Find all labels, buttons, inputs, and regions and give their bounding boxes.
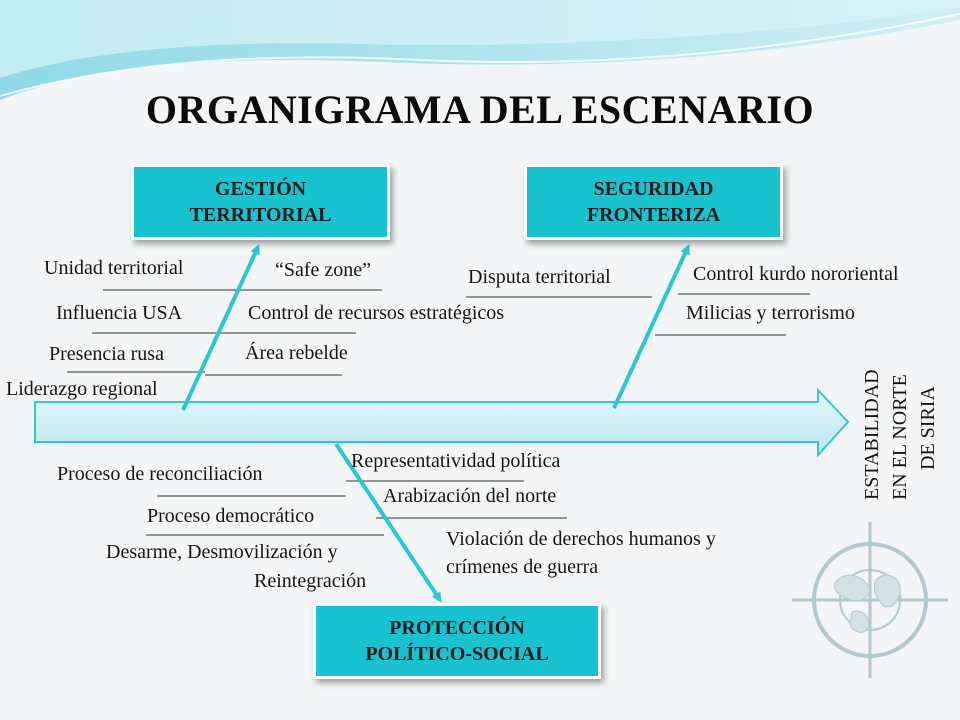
factor-desarme-line2: Reintegración [254, 570, 367, 592]
factor-control-kurdo: Control kurdo nororiental [693, 263, 899, 285]
factor-representatividad: Representatividad política [351, 450, 561, 472]
page-title: ORGANIGRAMA DEL ESCENARIO [145, 87, 815, 132]
factor-proceso-democratico: Proceso democrático [147, 505, 315, 527]
factor-unidad-territorial: Unidad territorial [44, 257, 184, 279]
factor-influencia-usa: Influencia USA [56, 302, 183, 324]
factor-presencia-rusa: Presencia rusa [49, 343, 164, 365]
compass-logo [792, 522, 948, 678]
category-box-proteccion-politico-social [313, 603, 601, 679]
category-box-seguridad-fronteriza [524, 164, 783, 240]
outcome-line2: EN EL NORTE [889, 374, 911, 500]
factor-safe-zone: “Safe zone” [275, 259, 372, 281]
factor-arabizacion: Arabización del norte [383, 485, 557, 507]
factor-desarme-line1: Desarme, Desmovilización y [106, 541, 338, 563]
factor-control-recursos: Control de recursos estratégicos [248, 302, 505, 324]
category-label-line2: TERRITORIAL [189, 204, 332, 226]
bone-arrow-gestion [183, 247, 258, 410]
factor-violacion-line2: crímenes de guerra [446, 556, 599, 578]
outcome-line3: DE SIRIA [917, 386, 939, 470]
factor-liderazgo-regional: Liderazgo regional [6, 378, 158, 400]
category-label-line1: PROTECCIÓN [389, 617, 525, 639]
category-label-line2: FRONTERIZA [586, 204, 721, 226]
factor-disputa-territorial: Disputa territorial [468, 266, 611, 288]
category-label-line1: GESTIÓN [214, 178, 307, 200]
category-label-line2: POLÍTICO-SOCIAL [365, 643, 549, 665]
factor-milicias-terrorismo: Milicias y terrorismo [686, 302, 855, 324]
factor-violacion-line1: Violación de derechos humanos y [446, 528, 716, 550]
bone-arrow-seguridad [614, 247, 688, 408]
category-label-line1: SEGURIDAD [593, 178, 714, 200]
factor-area-rebelde: Área rebelde [245, 342, 348, 364]
category-box-gestion-territorial [131, 164, 390, 240]
outcome-label [858, 369, 942, 500]
factor-proceso-reconciliacion: Proceso de reconciliación [57, 463, 263, 485]
outcome-line1: ESTABILIDAD [861, 369, 883, 500]
